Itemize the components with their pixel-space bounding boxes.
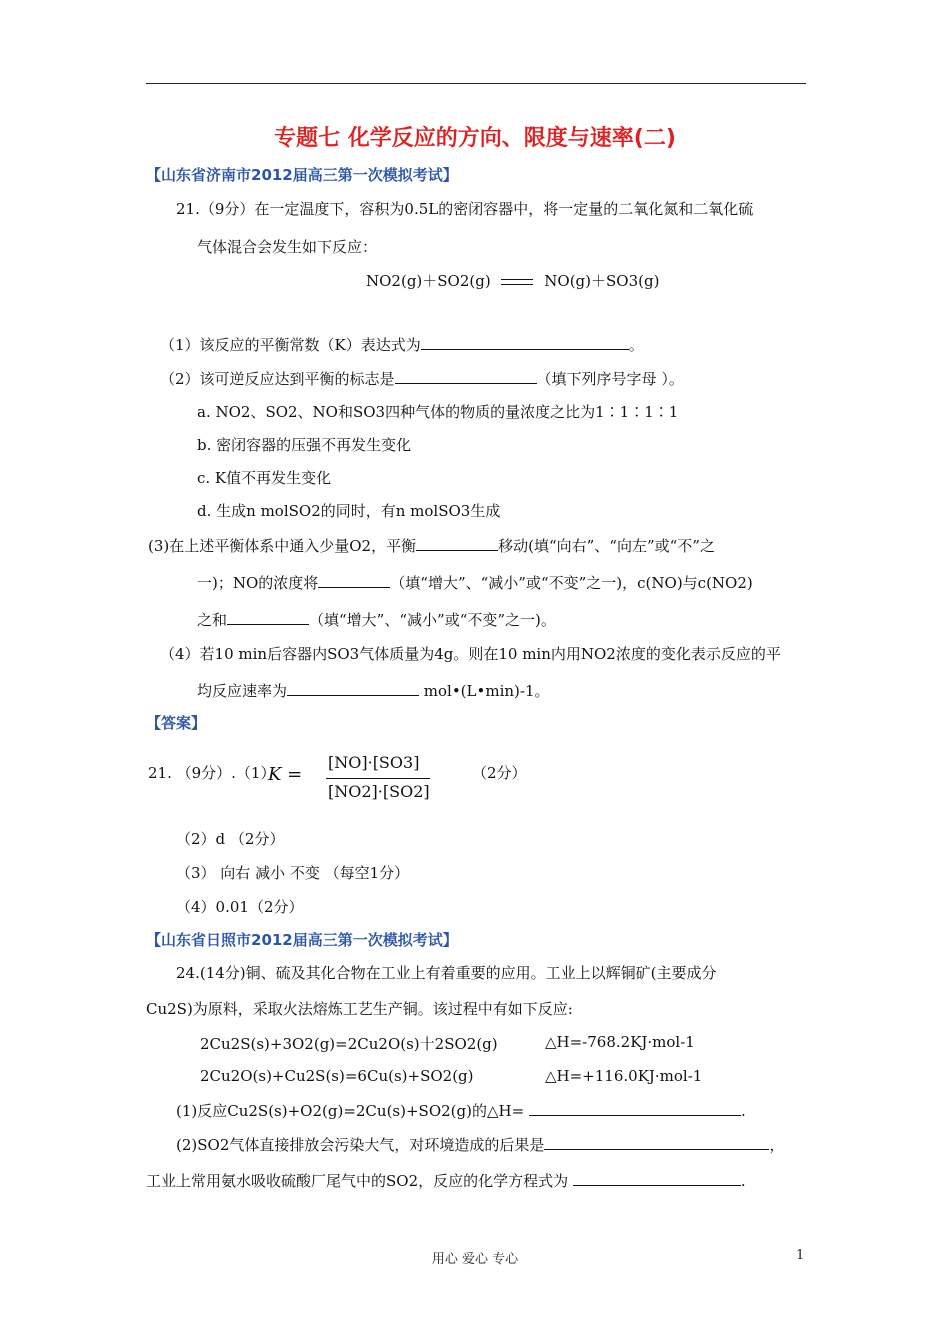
answer-blank[interactable]	[421, 335, 629, 350]
q24-sub3-end: .	[740, 1172, 746, 1190]
equilibrium-arrow-icon	[499, 277, 535, 287]
answer-blank[interactable]	[529, 1101, 741, 1116]
answer-blank[interactable]	[416, 536, 498, 551]
reaction-right: NO(g)＋SO3(g)	[544, 272, 660, 290]
option-b: b. 密闭容器的压强不再发生变化	[197, 436, 412, 454]
q21-part3-line2	[197, 572, 753, 593]
q24-sub1-end: .	[740, 1102, 746, 1120]
q24-line1: 24.(14分)铜、硫及其化合物在工业上有着重要的应用。工业上以辉铜矿(主要成分	[176, 964, 717, 982]
q21-part4-line2	[197, 680, 550, 701]
source-heading-rizhao: 【山东省日照市2012届高三第一次模拟考试】	[146, 931, 458, 949]
page-number: 1	[796, 1248, 805, 1263]
answer-1-score: （2分）	[472, 764, 527, 782]
q24-sub2-text: (2)SO2气体直接排放会污染大气，对环境造成的后果是	[176, 1136, 545, 1154]
answer-blank[interactable]	[318, 573, 390, 588]
q24-sub2	[176, 1134, 784, 1155]
q24-sub1	[176, 1100, 746, 1121]
q21-line1: 21.（9分）在一定温度下，容积为0.5L的密闭容器中，将一定量的二氧化氮和二氧化硫	[176, 200, 754, 218]
page-title: 专题七 化学反应的方向、限度与速率(二)	[274, 126, 676, 151]
q21-part3-line1	[148, 535, 715, 556]
q21-part2-end: （填下列序号字母 ）。	[536, 370, 684, 388]
q21-part3-text-e: 之和	[197, 611, 228, 629]
reaction-equation	[366, 270, 659, 291]
q24-sub2-end: ，	[769, 1136, 785, 1154]
reaction-1-enthalpy: △H=-768.2KJ·mol-1	[545, 1033, 695, 1051]
fraction-bar	[326, 778, 430, 779]
option-a: a. NO2、SO2、NO和SO3四种气体的物质的量浓度之比为1∶1∶1∶1	[197, 403, 679, 421]
q21-part3-text-d: （填“增大”、“减小”或“不变”之一)，c(NO)与c(NO2)	[390, 574, 753, 592]
q21-part4-text-b: 均反应速率为	[197, 682, 288, 700]
page-footer: 用心 爱心 专心	[431, 1252, 519, 1267]
answer-blank[interactable]	[573, 1171, 741, 1186]
q24-line2: Cu2S)为原料，采取火法熔炼工艺生产铜。该过程中有如下反应:	[146, 1000, 573, 1018]
answer-blank[interactable]	[544, 1135, 769, 1150]
q21-part3-line3	[197, 609, 556, 630]
answer-blank[interactable]	[395, 369, 537, 384]
source-heading-jinan: 【山东省济南市2012届高三第一次模拟考试】	[146, 166, 458, 184]
k-label: K =	[268, 764, 303, 785]
q24-sub1-text: (1)反应Cu2S(s)+O2(g)=2Cu(s)+SO2(g)的△H=	[176, 1102, 525, 1120]
q21-part2-text: （2）该可逆反应达到平衡的标志是	[160, 370, 395, 388]
q21-line2: 气体混合会发生如下反应：	[197, 238, 378, 256]
q21-part3-text-c: 一)；NO的浓度将	[197, 574, 319, 592]
q21-part4-text-c: mol•(L•min)-1。	[419, 682, 550, 700]
answer-blank[interactable]	[287, 681, 419, 696]
q21-part4-line1: （4）若10 min后容器内SO3气体质量为4g。则在10 min内用NO2浓度的变化表示反应的平	[160, 645, 781, 663]
q21-part1	[160, 334, 644, 355]
k-numerator: [NO]·[SO3]	[328, 753, 420, 772]
q21-part1-end: 。	[628, 336, 644, 354]
answer-3: （3） 向右 减小 不变 （每空1分）	[176, 864, 410, 882]
k-denominator: [NO2]·[SO2]	[328, 782, 430, 801]
reaction-2-enthalpy: △H=+116.0KJ·mol-1	[545, 1067, 703, 1085]
q21-part3-text-a: (3)在上述平衡体系中通入少量O2，平衡	[148, 537, 417, 555]
answer-1-prefix: 21. （9分）.（1）	[148, 764, 276, 782]
reaction-left: NO2(g)＋SO2(g)	[366, 272, 491, 290]
header-rule	[146, 83, 806, 84]
q21-part3-text-b: 移动(填“向右”、“向左”或“不”之	[498, 537, 715, 555]
option-c: c. K值不再发生变化	[197, 469, 332, 487]
q24-sub3	[146, 1170, 746, 1191]
q21-part2	[160, 368, 684, 389]
q24-sub3-text: 工业上常用氨水吸收硫酸厂尾气中的SO2，反应的化学方程式为	[146, 1172, 569, 1190]
option-d: d. 生成n molSO2的同时，有n molSO3生成	[197, 502, 501, 520]
answer-4: （4）0.01（2分）	[176, 898, 304, 916]
reaction-1: 2Cu2S(s)+3O2(g)=2Cu2O(s)十2SO2(g)	[200, 1035, 498, 1053]
q21-part3-text-f: （填“增大”、“减小”或“不变”之一)。	[309, 611, 556, 629]
answer-blank[interactable]	[227, 610, 309, 625]
answer-heading: 【答案】	[146, 714, 207, 732]
reaction-2: 2Cu2O(s)+Cu2S(s)=6Cu(s)+SO2(g)	[200, 1067, 474, 1085]
answer-2: （2）d （2分）	[176, 830, 285, 848]
q21-part1-text: （1）该反应的平衡常数（K）表达式为	[160, 336, 421, 354]
